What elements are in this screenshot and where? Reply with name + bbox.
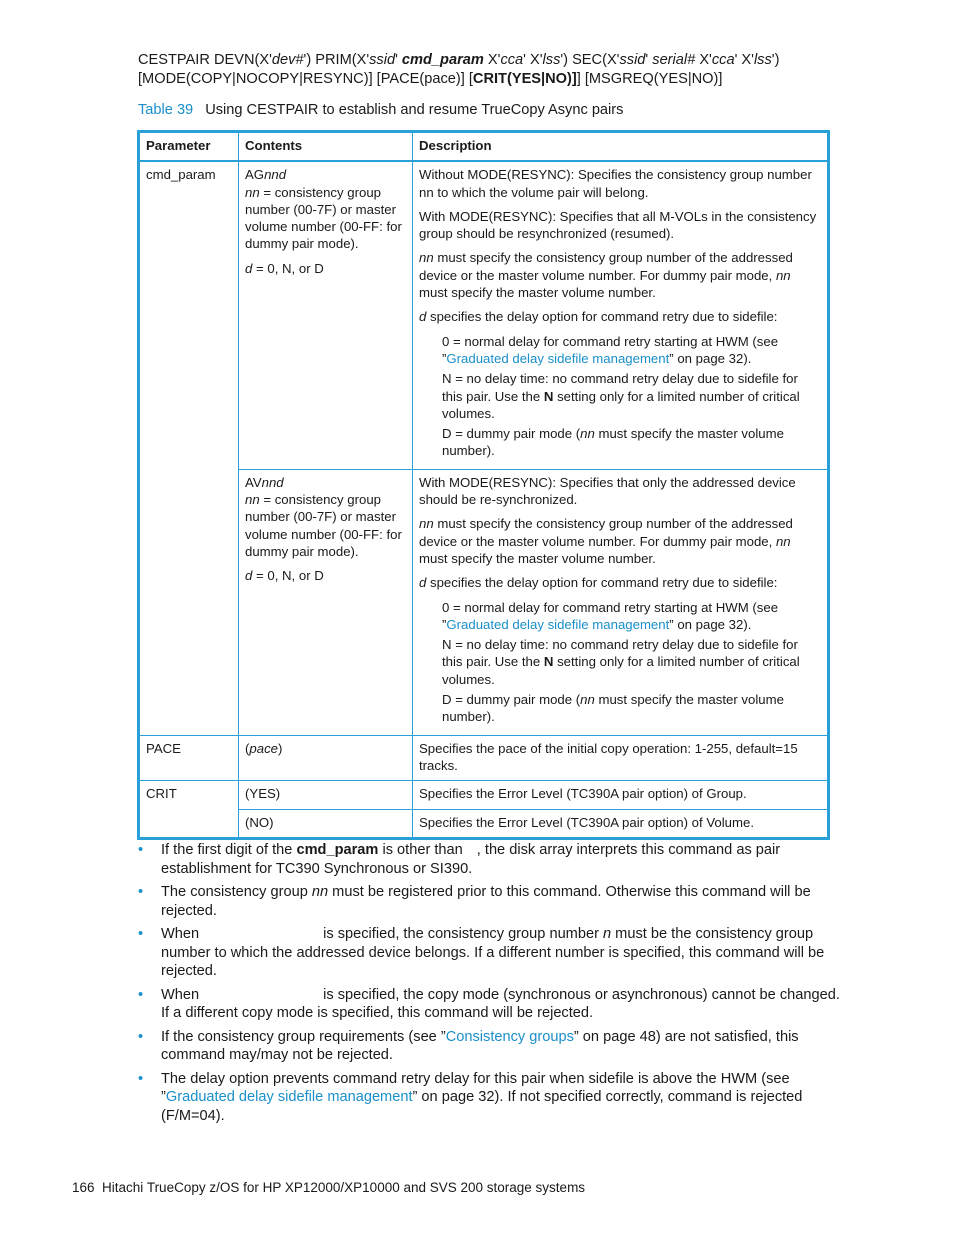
cell-contents-crit-yes: (YES) — [239, 781, 413, 809]
list-item: • The consistency group nn must be registered prior to this command. Otherwise this command will be rejected. — [138, 884, 811, 919]
list-item: • The delay option prevents command retry delay for this pair when sidefile is above the HWM (see ”Graduated delay sidefile management” on page 32). If not specified correctly, command is rejected (F/M=04). — [138, 1070, 803, 1124]
document-title: Hitachi TrueCopy z/OS for HP XP12000/XP10000 and SVS 200 storage systems — [102, 1180, 586, 1195]
table-row-av — [139, 469, 829, 735]
cell-contents-ag: AGnnd nn = consistency group number (00-7F) or master volume number (00-FF: for dummy pair mode). d = 0, N, or D — [239, 161, 413, 469]
bullet-icon: • — [138, 1070, 144, 1087]
list-item: • If the first digit of the cmd_param is other than , the disk array interprets this command as pair establishment for TC390 Synchronous or SI390. — [138, 842, 781, 877]
cell-param-cmd-param: cmd_param — [139, 161, 239, 735]
command-line-2: [MODE(COPY|NOCOPY|RESYNC)] [PACE(pace)] [CRIT(YES|NO)]] [MSGREQ(YES|NO)] — [138, 71, 723, 87]
list-item: • When is specified, the consistency group number n must be the consistency group number to which the addressed device belongs. If a different number is specified, this command will be rejected. — [138, 926, 825, 979]
table-number: Table 39 — [138, 102, 194, 118]
table-title: Using CESTPAIR to establish and resume TrueCopy Async pairs — [205, 102, 624, 118]
bullet-icon: • — [138, 926, 144, 942]
cell-contents-av: AVnnd nn = consistency group number (00-7F) or master volume number (00-FF: for dummy pair mode). d = 0, N, or D — [239, 469, 413, 735]
bullet-icon: • — [138, 842, 144, 858]
command-syntax — [138, 51, 838, 89]
table-caption — [138, 101, 623, 120]
table-row-ag — [139, 161, 829, 469]
bullet-icon: • — [138, 1028, 144, 1045]
cell-description-crit-yes: Specifies the Error Level (TC390A pair option) of Group. — [413, 781, 829, 809]
link-consistency-groups[interactable]: Consistency groups — [445, 1028, 574, 1045]
page-number: 166 — [72, 1180, 95, 1195]
cell-description-crit-no: Specifies the Error Level (TC390A pair option) of Volume. — [413, 809, 829, 838]
bullet-icon: • — [138, 986, 144, 1003]
table-header-row — [139, 132, 829, 162]
command-line-1: CESTPAIR DEVN(X'dev#') PRIM(X'ssid' cmd_param X'cca' X'lss') SEC(X'ssid' serial# X'cca' X'lss') — [138, 52, 780, 68]
list-item: • If the consistency group requirements (see ”Consistency groups” on page 48) are not satisfied, this command may/may not be rejected. — [138, 1028, 799, 1063]
header-parameter: Parameter — [139, 132, 239, 162]
page-footer — [72, 1179, 585, 1198]
parameter-table — [137, 130, 830, 840]
link-graduated-delay[interactable]: Graduated delay sidefile management — [446, 350, 670, 366]
cell-contents-crit-no: (NO) — [239, 809, 413, 838]
table-row-crit-no — [139, 809, 829, 838]
header-contents: Contents — [239, 132, 413, 162]
cell-description-ag: Without MODE(RESYNC): Specifies the consistency group number nn to which the volume pair will belong. With MODE(RESYNC): Specifies that all M-VOLs in the consistency group should be resynchronized (resumed). nn must specify the consistency group number of the addressed device or the master volume number. For dummy pair mode, nn must specify the master volume number. d specifies the delay option for command retry due to sidefile: 0 = normal delay for command retry starting at HWM (see ”Graduated delay sidefile management” on page 32). N = no delay time: no command retry delay due to sidefile for this pair. Use the N setting only for a limited number of critical volumes. D = dummy pair mode (nn must specify the master volume number). — [413, 161, 829, 469]
link-graduated-delay[interactable]: Graduated delay sidefile management — [446, 616, 670, 632]
table-row-crit-yes — [139, 781, 829, 809]
notes-list — [138, 841, 848, 1130]
cell-description-av: With MODE(RESYNC): Specifies that only the addressed device should be re-synchronized. nn must specify the consistency group number of the addressed device or the master volume number. For dummy pair mode, nn must specify the master volume number. d specifies the delay option for command retry due to sidefile: 0 = normal delay for command retry starting at HWM (see ”Graduated delay sidefile management” on page 32). N = no delay time: no command retry delay due to sidefile for this pair. Use the N setting only for a limited number of critical volumes. D = dummy pair mode (nn must specify the master volume number). — [413, 469, 829, 735]
cell-contents-pace: (pace) — [239, 735, 413, 781]
cell-param-pace: PACE — [139, 735, 239, 781]
list-item: • When is specified, the copy mode (synchronous or asynchronous) cannot be changed. If a different copy mode is specified, this command will be rejected. — [138, 986, 840, 1021]
link-graduated-delay[interactable]: Graduated delay sidefile management — [165, 1089, 413, 1105]
cell-description-pace: Specifies the pace of the initial copy operation: 1-255, default=15 tracks. — [413, 735, 829, 781]
bullet-icon: • — [138, 884, 144, 900]
header-description: Description — [413, 132, 829, 162]
table-row-pace — [139, 735, 829, 781]
cell-param-crit: CRIT — [139, 781, 239, 839]
